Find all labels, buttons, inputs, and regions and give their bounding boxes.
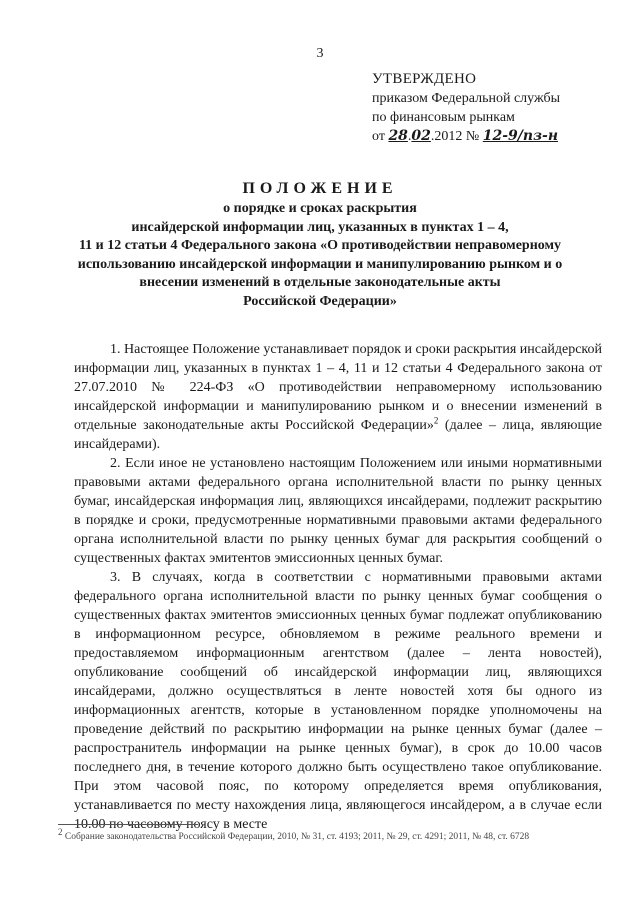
subtitle-line: 11 и 12 статьи 4 Федерального закона «О противодействии неправомерному — [78, 238, 562, 253]
footnote-mark: 2 — [58, 826, 63, 837]
approval-date-line: от 28.02.2012 № 12-9/пз-н — [372, 128, 559, 144]
document-title-block — [60, 178, 580, 311]
approval-line-1: приказом Федеральной службы — [372, 91, 560, 106]
paragraph-1-text: 1. Настоящее Положение устанавливает порядок и сроки раскрытия инсайдерской информации лиц, указанных в пунктах 1 – 4, 11 и 12 статьи 4 Федерального закона от 27.07.2010 № 224-ФЗ «О противодействии неправомерному использованию инсайдерской информации и манипулированию рынком и о внесении изменений в отдельные законодательные акты Российской Федерации» — [74, 342, 602, 433]
footnote-ref: 2 — [433, 415, 439, 426]
handwritten-order-number: 12-9/пз-н — [482, 128, 559, 144]
subtitle-line: внесении изменений в отдельные законодательные акты — [139, 275, 501, 290]
handwritten-day: 28 — [388, 128, 408, 144]
footnote-text: Собрание законодательства Российской Федерации, 2010, № 31, ст. 4193; 2011, № 29, ст. 4291; 2011, № 48, ст. 6728 — [62, 832, 530, 842]
approval-line-2: по финансовым рынкам — [372, 110, 515, 125]
approval-stamp — [372, 70, 560, 146]
date-year: .2012 № — [430, 129, 480, 144]
date-prefix: от — [372, 129, 385, 144]
paragraph-3: 3. В случаях, когда в соответствии с нормативными правовыми актами федерального органа исполнительной власти по рынку ценных бумаг сообщения о существенных фактах эмитентов эмиссионных ценных бумаг подлежат опубликованию в информационном ресурсе, обновляемом в режиме реального времени и предоставляемом информационным агентством (далее – лента новостей), опубликование сообщений об инсайдерской информации лиц, являющихся инсайдерами, должно осуществляться в ленте новостей хотя бы одного из информационных агентств, которые в установленном порядке уполномочены на проведение действий по раскрытию информации на рынке ценных бумаг (далее – распространитель информации на рынке ценных бумаг), в срок до 10.00 часов последнего дня, в течение которого должно быть осуществлено такое опубликование. При этом часовой пояс, по которому определяется время опубликования, устанавливается по месту нахождения лица, являющегося инсайдером, а в случае если 10.00 по часовому поясу в месте — [74, 570, 602, 832]
page-number: 3 — [316, 46, 324, 61]
subtitle-line: о порядке и сроках раскрытия — [223, 201, 417, 216]
subtitle-line: Российской Федерации» — [243, 293, 397, 309]
paragraph-1 — [74, 340, 602, 454]
document-subtitle — [60, 200, 580, 311]
document-title: ПОЛОЖЕНИЕ — [242, 180, 398, 197]
subtitle-line: использованию инсайдерской информации и манипулированию рынком и о — [77, 256, 563, 272]
footnote — [58, 826, 602, 844]
footnote-divider — [58, 824, 198, 825]
paragraph-2: 2. Если иное не установлено настоящим Положением или иными нормативными правовыми актами федерального органа исполнительной власти по рынку ценных бумаг, инсайдерская информация лиц, являющихся инсайдерами, подлежит раскрытию в порядке и сроки, предусмотренные нормативными правовыми актами федерального органа исполнительной власти по рынку ценных бумаг для раскрытия сообщений о существенных фактах эмитентов эмиссионных ценных бумаг. — [74, 456, 602, 566]
approved-word: УТВЕРЖДЕНО — [372, 71, 477, 87]
document-body — [74, 340, 602, 834]
paragraph-1-tail: (далее – лица, являющие инсайдерами). — [74, 418, 602, 452]
handwritten-month: 02 — [411, 128, 431, 144]
subtitle-line: инсайдерской информации лиц, указанных в пунктах 1 – 4, — [131, 219, 509, 235]
